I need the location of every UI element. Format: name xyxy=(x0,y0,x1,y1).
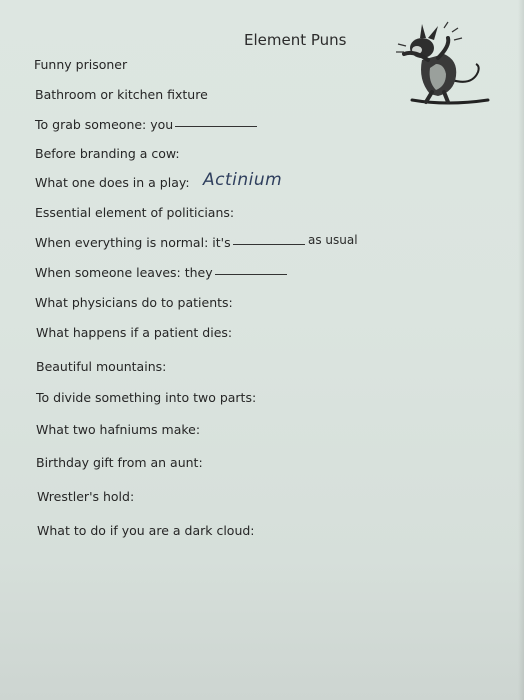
question-text: What two hafniums make: xyxy=(36,422,201,437)
question-12 xyxy=(36,390,256,405)
as-usual-suffix: as usual xyxy=(308,233,358,247)
question-text: When everything is normal: it's xyxy=(35,235,231,250)
question-16 xyxy=(37,523,255,538)
worksheet-title: Element Puns xyxy=(244,31,347,49)
question-text: What happens if a patient dies: xyxy=(36,325,233,340)
question-8 xyxy=(35,265,287,280)
question-7 xyxy=(35,235,305,250)
handwritten-answer: Actinium xyxy=(203,170,283,190)
answer-blank[interactable] xyxy=(215,274,287,275)
question-text: To divide something into two parts: xyxy=(36,390,257,405)
question-6 xyxy=(35,205,234,220)
question-13 xyxy=(36,422,200,437)
question-text: To grab someone: you xyxy=(35,117,174,132)
answer-blank[interactable] xyxy=(175,126,257,127)
question-text: Beautiful mountains: xyxy=(36,359,167,374)
question-11 xyxy=(36,359,166,374)
question-text: What to do if you are a dark cloud: xyxy=(37,523,255,538)
cartoon-character-icon xyxy=(392,20,492,110)
question-text: Before branding a cow: xyxy=(35,146,180,161)
answer-blank[interactable] xyxy=(233,244,305,245)
question-5 xyxy=(35,175,190,190)
question-1 xyxy=(34,57,127,72)
question-10 xyxy=(36,325,232,340)
question-text: Funny prisoner xyxy=(34,57,128,72)
question-text: When someone leaves: they xyxy=(35,265,213,280)
question-text: Wrestler's hold: xyxy=(37,489,135,504)
question-4 xyxy=(35,146,180,161)
question-text: What physicians do to patients: xyxy=(35,295,233,310)
question-text: What one does in a play: xyxy=(35,175,190,190)
question-text: Bathroom or kitchen fixture xyxy=(35,87,208,102)
question-9 xyxy=(35,295,233,310)
question-15 xyxy=(37,489,134,504)
question-text: Essential element of politicians: xyxy=(35,205,235,220)
question-3 xyxy=(35,117,257,132)
question-2 xyxy=(35,87,208,102)
question-text: Birthday gift from an aunt: xyxy=(36,455,203,470)
question-14 xyxy=(36,455,203,470)
